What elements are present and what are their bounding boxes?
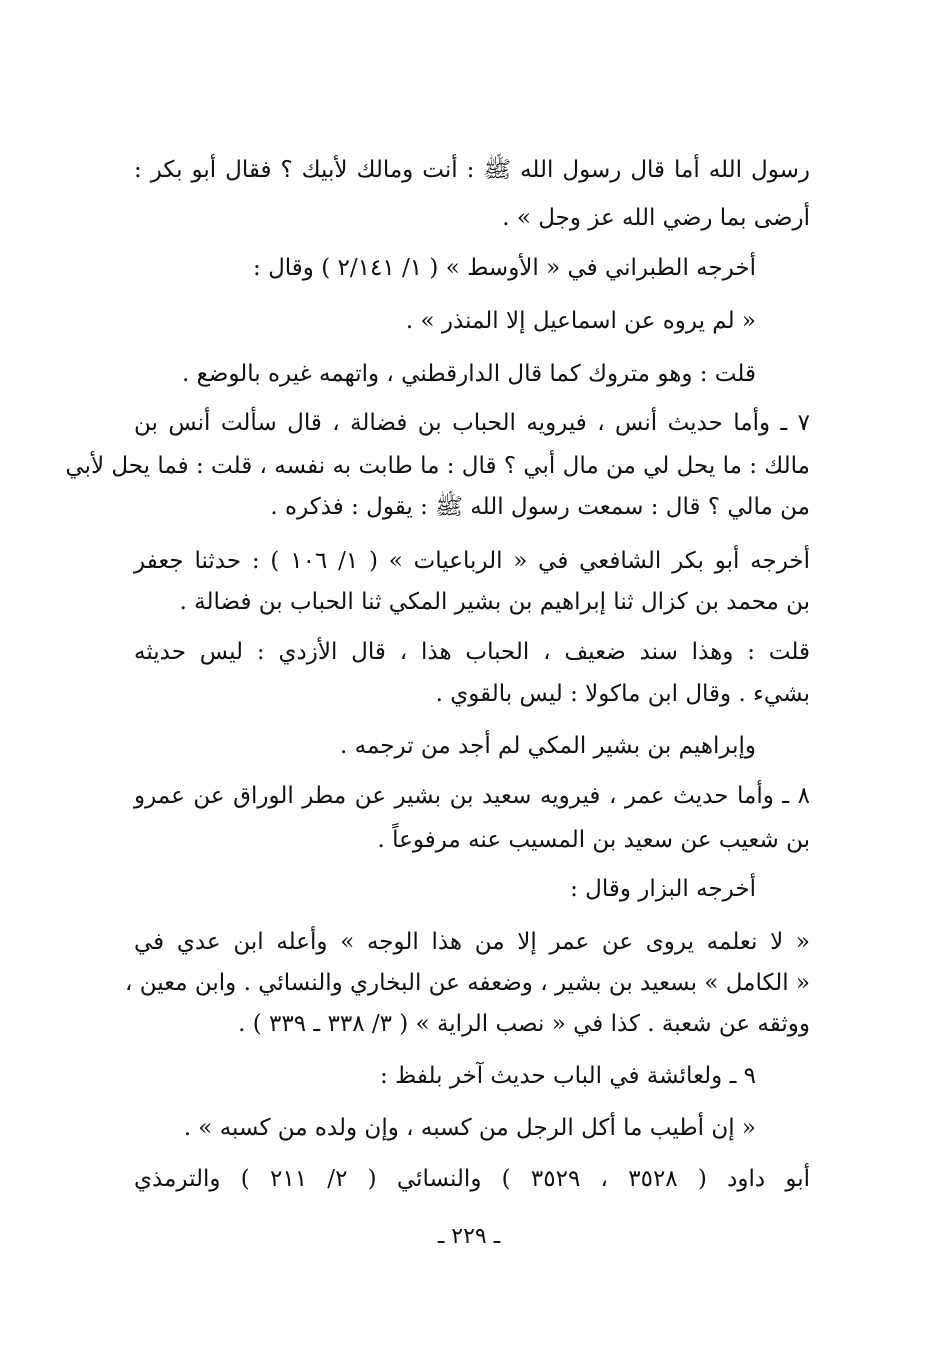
- text-line: ووثقه عن شعبة . كذا في « نصب الراية » ( ٣/ ٣٣٨ ـ ٣٣٩ ) .: [238, 1011, 810, 1037]
- text-line: بن محمد بن كزال ثنا إبراهيم بن بشير المكي ثنا الحباب بن فضالة .: [179, 589, 810, 615]
- text-line: ٩ ـ ولعائشة في الباب حديث آخر بلفظ :: [379, 1063, 756, 1089]
- text-line: أخرجه أبو بكر الشافعي في « الرباعيات » ( ١/ ١٠٦ ) : حدثنا جعفر: [134, 548, 811, 574]
- text-line: من مالي ؟ قال : سمعت رسول الله ﷺ : يقول : فذكره .: [270, 494, 810, 520]
- text-line: « إن أطيب ما أكل الرجل من كسبه ، وإن ولده من كسبه » .: [183, 1115, 756, 1141]
- text-line: ٧ ـ وأما حديث أنس ، فيرويه الحباب بن فضالة ، قال سألت أنس بن: [134, 410, 810, 436]
- text-line: بن شعيب عن سعيد بن المسيب عنه مرفوعاً .: [377, 827, 810, 853]
- text-line: مالك : ما يحل لي من مال أبي ؟ قال : ما طابت به نفسه ، قلت : فما يحل لأبي: [65, 453, 810, 479]
- text-line: ٨ ـ وأما حديث عمر ، فيرويه سعيد بن بشير عن مطر الوراق عن عمرو: [134, 783, 810, 809]
- text-line: « لا نعلمه يروى عن عمر إلا من هذا الوجه » وأعله ابن عدي في: [134, 929, 810, 955]
- text-line: أخرجه الطبراني في « الأوسط » ( ١/ ٢/١٤١ ) وقال :: [253, 255, 756, 281]
- text-line: بشيء . وقال ابن ماكولا : ليس بالقوي .: [435, 681, 810, 707]
- text-line: قلت : وهو متروك كما قال الدارقطني ، واتهمه غيره بالوضع .: [181, 361, 756, 387]
- text-line: أرضى بما رضي الله عز وجل » .: [502, 205, 810, 231]
- text-line: وإبراهيم بن بشير المكي لم أجد من ترجمه .: [340, 733, 756, 759]
- text-line: قلت : وهذا سند ضعيف ، الحباب هذا ، قال الأزدي : ليس حديثه: [134, 639, 810, 665]
- text-line: « لم يروه عن اسماعيل إلا المنذر » .: [405, 308, 756, 334]
- text-line: « الكامل » بسعيد بن بشير ، وضعفه عن البخاري والنسائي . وابن معين ،: [124, 970, 810, 996]
- text-line: أخرجه البزار وقال :: [570, 876, 756, 902]
- page-number: ـ ٢٢٩ ـ: [437, 1224, 501, 1249]
- text-line: أبو داود ( ٣٥٢٨ ، ٣٥٢٩ ) والنسائي ( ٢/ ٢١١ ) والترمذي: [134, 1166, 811, 1192]
- text-line: رسول الله أما قال رسول الله ﷺ : أنت ومالك لأبيك ؟ فقال أبو بكر :: [134, 157, 810, 183]
